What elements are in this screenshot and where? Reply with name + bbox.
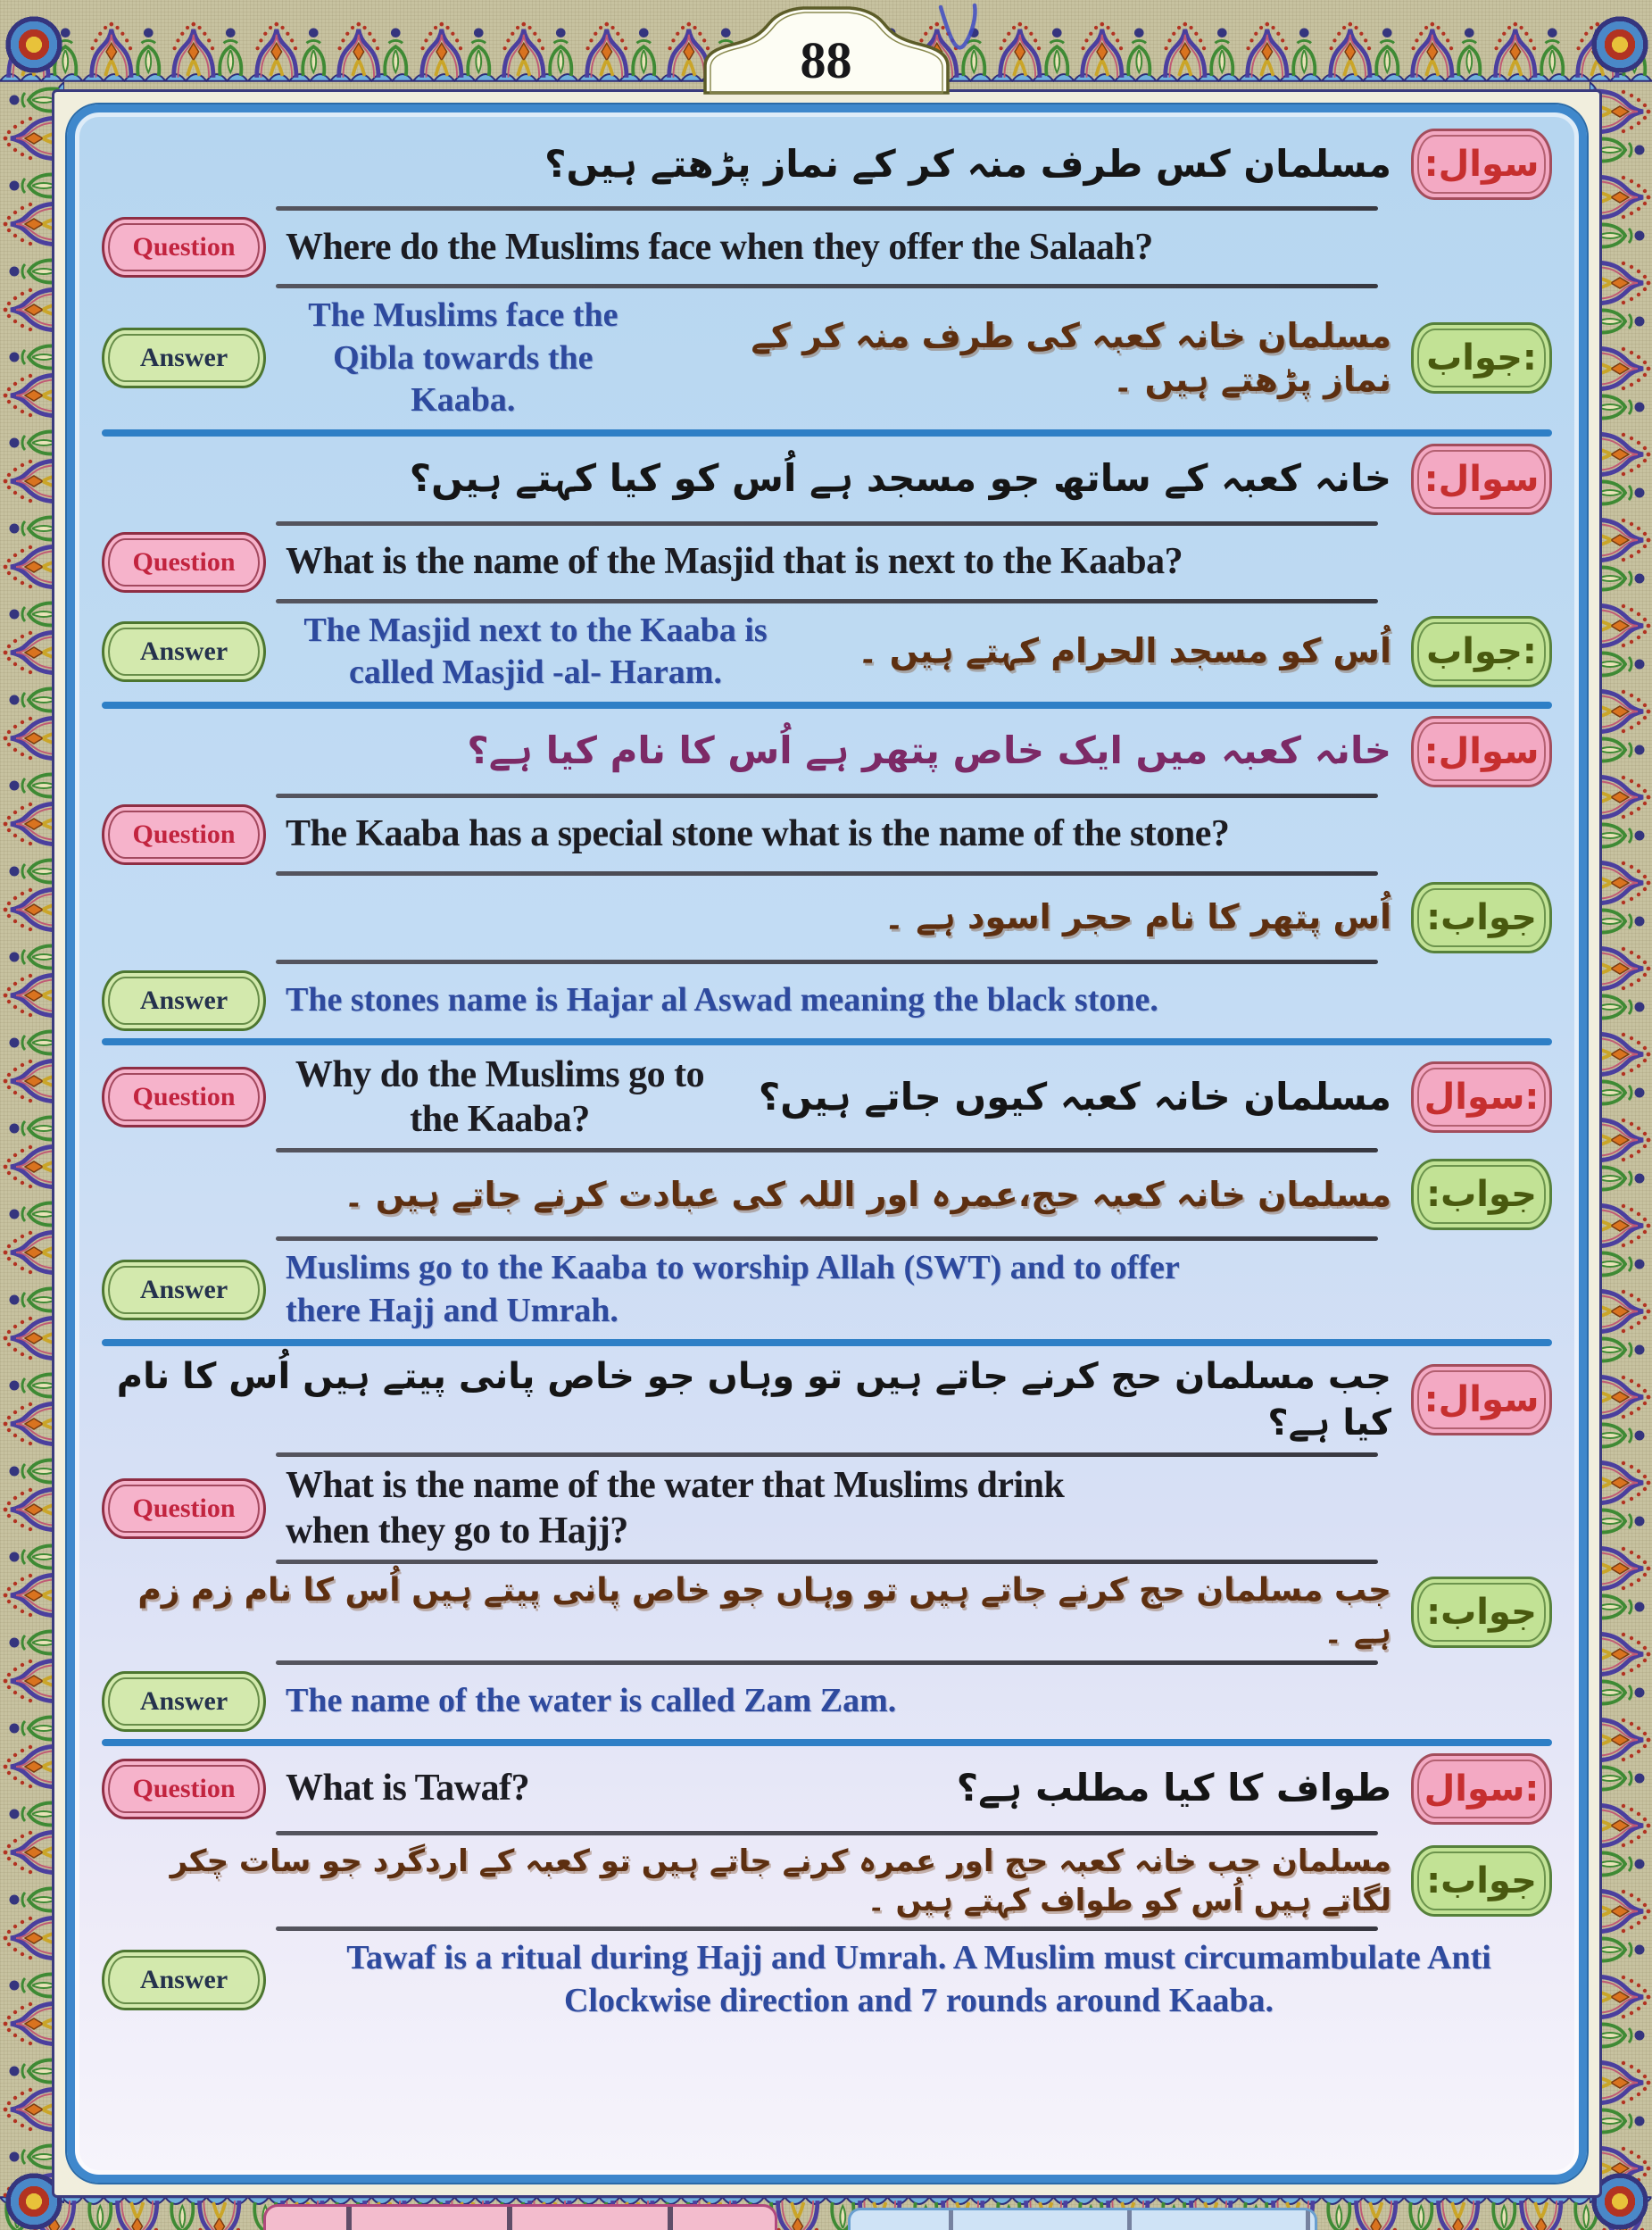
urdu-question-text: خانہ کعبہ کے ساتھ جو مسجد ہے اُس کو کیا کہتے ہیں؟ xyxy=(409,456,1391,501)
arabesque-motif-icon xyxy=(1074,20,1157,82)
answer-badge: Answer xyxy=(102,1950,266,2010)
qa1-answer-row xyxy=(102,295,1552,422)
english-question-text: Why do the Muslims go to the Kaaba? xyxy=(295,1053,705,1140)
qa5-urdu-question-row xyxy=(102,1353,1552,1446)
urdu-question-text: طواف کا کیا مطلب ہے؟ xyxy=(956,1766,1391,1810)
english-answer-text: Tawaf is a ritual during Hajj and Umrah. A Muslim must circumambulate Anti Clockwise direction and 7 rounds around Kaaba. xyxy=(346,1939,1491,2019)
qa3-english-question-row xyxy=(102,804,1552,865)
divider xyxy=(276,1560,1378,1564)
arabesque-motif-icon xyxy=(83,20,166,82)
english-answer-text: The Masjid next to the Kaaba is called Masjid -al- Haram. xyxy=(303,611,768,691)
page-number-plaque xyxy=(693,0,960,95)
english-question-text: What is the name of the water that Muslims drink when they go to Hajj? xyxy=(286,1465,1065,1552)
urdu-question-badge: سوال: xyxy=(1411,1061,1552,1133)
urdu-answer-text: مسلمان خانہ کعبہ کی طرف منہ کر کے نماز پڑھتے ہیں ۔ xyxy=(751,315,1391,400)
question-badge: Question xyxy=(102,1067,266,1127)
qa6-urdu-answer-row xyxy=(102,1842,1552,1920)
content-panel xyxy=(67,104,1587,2183)
urdu-question-badge: سوال: xyxy=(1411,1364,1552,1435)
arabesque-motif-icon xyxy=(165,20,248,82)
cream-frame xyxy=(52,89,1602,2198)
english-question-text: The Kaaba has a special stone what is the name of the stone? xyxy=(286,813,1230,855)
divider xyxy=(276,1452,1378,1457)
question-badge: Question xyxy=(102,1759,266,1819)
arabesque-motif-icon xyxy=(1157,20,1240,82)
urdu-question-badge: سوال: xyxy=(1411,1753,1552,1825)
english-answer-text: The name of the water is called Zam Zam. xyxy=(286,1681,897,1719)
divider xyxy=(276,1148,1378,1152)
divider xyxy=(276,1926,1378,1931)
arabesque-motif-icon xyxy=(495,20,578,82)
arabesque-motif-icon xyxy=(1487,20,1570,82)
qa5-english-answer-row xyxy=(102,1671,1552,1732)
english-answer-text: The Muslims face the Qibla towards the Kaaba. xyxy=(308,296,618,419)
urdu-question-text: جب مسلمان حج کرنے جاتے ہیں تو وہاں جو خاص پانی پیتے ہیں اُس کا نام کیا ہے؟ xyxy=(116,1356,1391,1444)
answer-badge: Answer xyxy=(102,970,266,1031)
section-divider xyxy=(102,429,1552,437)
qa4-urdu-answer-row xyxy=(102,1159,1552,1230)
arabesque-motif-icon xyxy=(1404,2196,1487,2230)
question-badge: Question xyxy=(102,217,266,278)
qa2-english-question-row xyxy=(102,532,1552,593)
divider xyxy=(276,960,1378,964)
qa1-urdu-question-row xyxy=(102,129,1552,200)
question-badge: Question xyxy=(102,1478,266,1539)
qa6-english-answer-row xyxy=(102,1937,1552,2022)
qa2-urdu-question-row xyxy=(102,444,1552,515)
urdu-answer-badge: جواب: xyxy=(1411,1159,1552,1230)
arabesque-motif-icon xyxy=(413,20,496,82)
divider xyxy=(276,871,1378,876)
english-question-text: What is the name of the Masjid that is next to the Kaaba? xyxy=(286,541,1183,583)
section-divider xyxy=(102,1739,1552,1746)
divider xyxy=(276,1236,1378,1241)
arabesque-motif-icon xyxy=(248,20,331,82)
urdu-answer-badge: جواب: xyxy=(1411,322,1552,394)
arabesque-motif-icon xyxy=(330,20,413,82)
divider xyxy=(276,1660,1378,1665)
answer-badge: Answer xyxy=(102,1671,266,1732)
arabesque-motif-icon xyxy=(1487,2196,1570,2230)
english-answer-text: The stones name is Hajar al Aswad meaning the black stone. xyxy=(286,980,1158,1019)
urdu-question-text: خانہ کعبہ میں ایک خاص پتھر ہے اُس کا نام کیا ہے؟ xyxy=(467,728,1391,773)
arabesque-motif-icon xyxy=(1322,2196,1405,2230)
urdu-question-text: مسلمان کس طرف منہ کر کے نماز پڑھتے ہیں؟ xyxy=(544,141,1391,186)
question-badge: Question xyxy=(102,804,266,865)
qa3-urdu-question-row xyxy=(102,716,1552,787)
arabesque-motif-icon xyxy=(165,2196,248,2230)
qa2-answer-row xyxy=(102,610,1552,695)
urdu-question-badge: سوال: xyxy=(1411,129,1552,200)
urdu-answer-badge: جواب: xyxy=(1411,1577,1552,1648)
qa4-question-row xyxy=(102,1053,1552,1143)
english-question-text: Where do the Muslims face when they offer the Salaah? xyxy=(286,226,1153,268)
divider xyxy=(276,206,1378,211)
arabesque-motif-icon xyxy=(1404,20,1487,82)
answer-badge: Answer xyxy=(102,621,266,682)
arabesque-motif-icon xyxy=(83,2196,166,2230)
urdu-answer-badge: جواب: xyxy=(1411,882,1552,953)
divider xyxy=(276,794,1378,798)
answer-badge: Answer xyxy=(102,328,266,388)
corner-rosette-icon xyxy=(5,16,62,73)
qa3-urdu-answer-row xyxy=(102,882,1552,953)
urdu-answer-badge: جواب: xyxy=(1411,1845,1552,1917)
qa1-english-question-row xyxy=(102,217,1552,278)
qa5-urdu-answer-row xyxy=(102,1570,1552,1654)
bottom-partial-pink-box xyxy=(263,2204,777,2230)
page-number: 88 xyxy=(800,31,852,89)
arabesque-motif-icon xyxy=(578,20,661,82)
urdu-answer-text: مسلمان جب خانہ کعبہ حج اور عمرہ کرنے جاتے ہیں تو کعبہ کے اردگرد جو سات چکر لگاتے ہیں اُس کو طواف کہتے ہیں ۔ xyxy=(170,1843,1391,1918)
qa5-english-question-row xyxy=(102,1463,1552,1553)
urdu-question-badge: سوال: xyxy=(1411,716,1552,787)
urdu-answer-text: جب مسلمان حج کرنے جاتے ہیں تو وہاں جو خاص پانی پیتے ہیں اُس کا نام زم زم ہے ۔ xyxy=(137,1572,1391,1651)
bottom-partial-blue-box xyxy=(848,2208,1317,2230)
question-badge: Question xyxy=(102,532,266,593)
qa3-english-answer-row xyxy=(102,970,1552,1031)
english-answer-text: Muslims go to the Kaaba to worship Allah (SWT) and to offer there Hajj and Umrah. xyxy=(286,1249,1180,1329)
corner-rosette-icon xyxy=(1591,16,1648,73)
section-divider xyxy=(102,702,1552,709)
divider xyxy=(276,521,1378,526)
section-divider xyxy=(102,1038,1552,1045)
qa4-english-answer-row xyxy=(102,1247,1552,1332)
urdu-answer-text: اُس کو مسجد الحرام کہتے ہیں ۔ xyxy=(858,631,1391,671)
qa6-question-row xyxy=(102,1753,1552,1825)
answer-badge: Answer xyxy=(102,1260,266,1320)
divider xyxy=(276,599,1378,603)
qa-list xyxy=(102,127,1552,2160)
divider xyxy=(276,284,1378,288)
urdu-answer-text: اُس پتھر کا نام حجر اسود ہے ۔ xyxy=(884,896,1391,936)
urdu-answer-badge: جواب: xyxy=(1411,616,1552,687)
english-question-text: What is Tawaf? xyxy=(286,1768,530,1810)
arabesque-motif-icon xyxy=(1322,20,1405,82)
arabesque-motif-icon xyxy=(1239,20,1322,82)
pen-checkmark-icon xyxy=(932,2,1017,68)
urdu-answer-text: مسلمان خانہ کعبہ حج،عمرہ اور اللہ کی عبادت کرنے جاتے ہیں ۔ xyxy=(344,1174,1391,1214)
section-divider xyxy=(102,1339,1552,1346)
ornamental-border-bottom xyxy=(0,2196,1652,2230)
divider xyxy=(276,1831,1378,1835)
urdu-question-text: مسلمان خانہ کعبہ کیوں جاتے ہیں؟ xyxy=(758,1074,1391,1119)
urdu-question-badge: سوال: xyxy=(1411,444,1552,515)
